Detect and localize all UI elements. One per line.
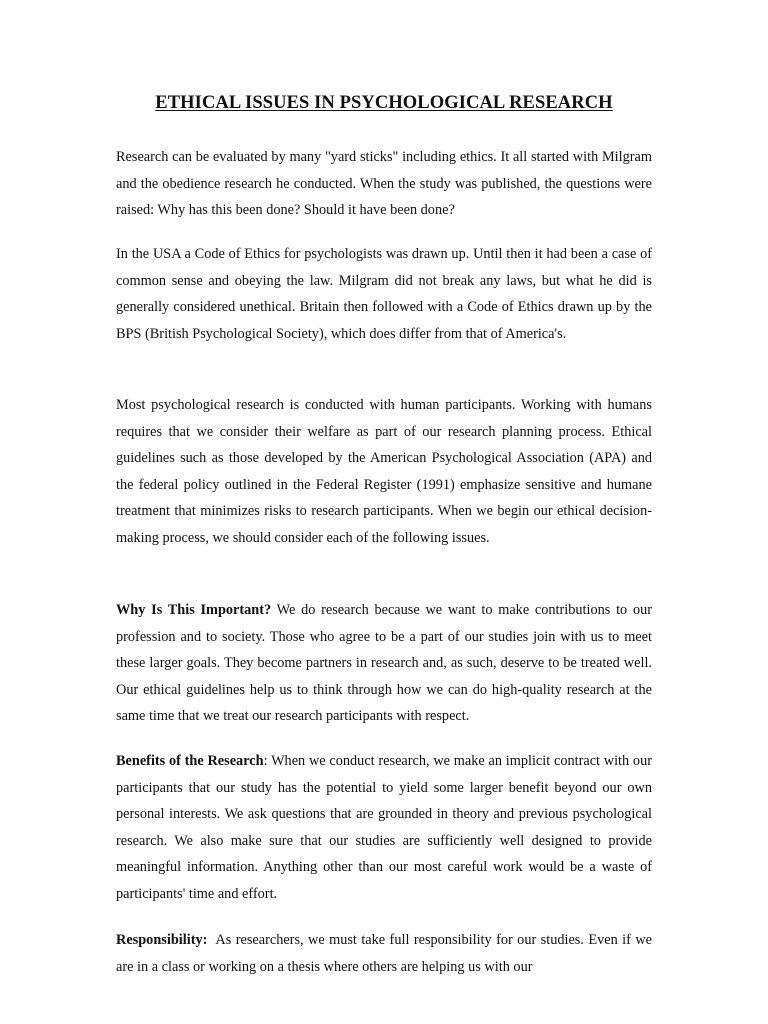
paragraph-code-of-ethics	[116, 241, 652, 347]
paragraph-text: In the USA a Code of Ethics for psychologists was drawn up. Until then it had been a case of common sense and obeying the law. Milgram did not break any laws, but what he did is generally considered unethical. Britain then followed with a Code of Ethics drawn up by the BPS (British Psychological Society), which does differ from that of America's.	[116, 246, 652, 342]
paragraph-responsibility	[116, 927, 656, 980]
paragraph-why-important	[116, 597, 652, 730]
paragraph-heading: Responsibility:	[116, 932, 208, 948]
paragraph-text: We do research because we want to make contributions to our profession and to society. Those who agree to be a part of our studies join with us to meet these larger goals. They become partners in research and, as such, deserve to be treated well. Our ethical guidelines help us to think through how we can do high-quality research at the same time that we treat our research participants with respect.	[116, 602, 652, 724]
paragraph-heading: Why Is This Important?	[116, 602, 272, 618]
paragraph-human-participants	[116, 392, 652, 551]
document-title: ETHICAL ISSUES IN PSYCHOLOGICAL RESEARCH	[155, 93, 613, 113]
paragraph-heading: Benefits of the Research	[116, 753, 264, 769]
paragraph-text: : When we conduct research, we make an implicit contract with our participants that our study has the potential to yield some larger benefit beyond our own personal interests. We ask questions that are grounded in theory and previous psychological research. We also make sure that our studies are sufficiently well designed to provide meaningful information. Anything other than our most careful work would be a waste of participants' time and effort.	[116, 753, 652, 902]
paragraph-text: Research can be evaluated by many "yard sticks" including ethics. It all started with Milgram and the obedience research he conducted. When the study was published, the questions were raised: Why has this been done? Should it have been done?	[116, 149, 652, 218]
paragraph-text: As researchers, we must take full responsibility for our studies. Even if we are in a class or working on a thesis where others are helping us with our	[116, 932, 656, 975]
paragraph-benefits	[116, 748, 652, 907]
paragraph-intro	[116, 144, 652, 224]
paragraph-text: Most psychological research is conducted with human participants. Working with humans requires that we consider their welfare as part of our research planning process. Ethical guidelines such as those developed by the American Psychological Association (APA) and the federal policy outlined in the Federal Register (1991) emphasize sensitive and humane treatment that minimizes risks to research participants. When we begin our ethical decision-making process, we should consider each of the following issues.	[116, 397, 652, 546]
